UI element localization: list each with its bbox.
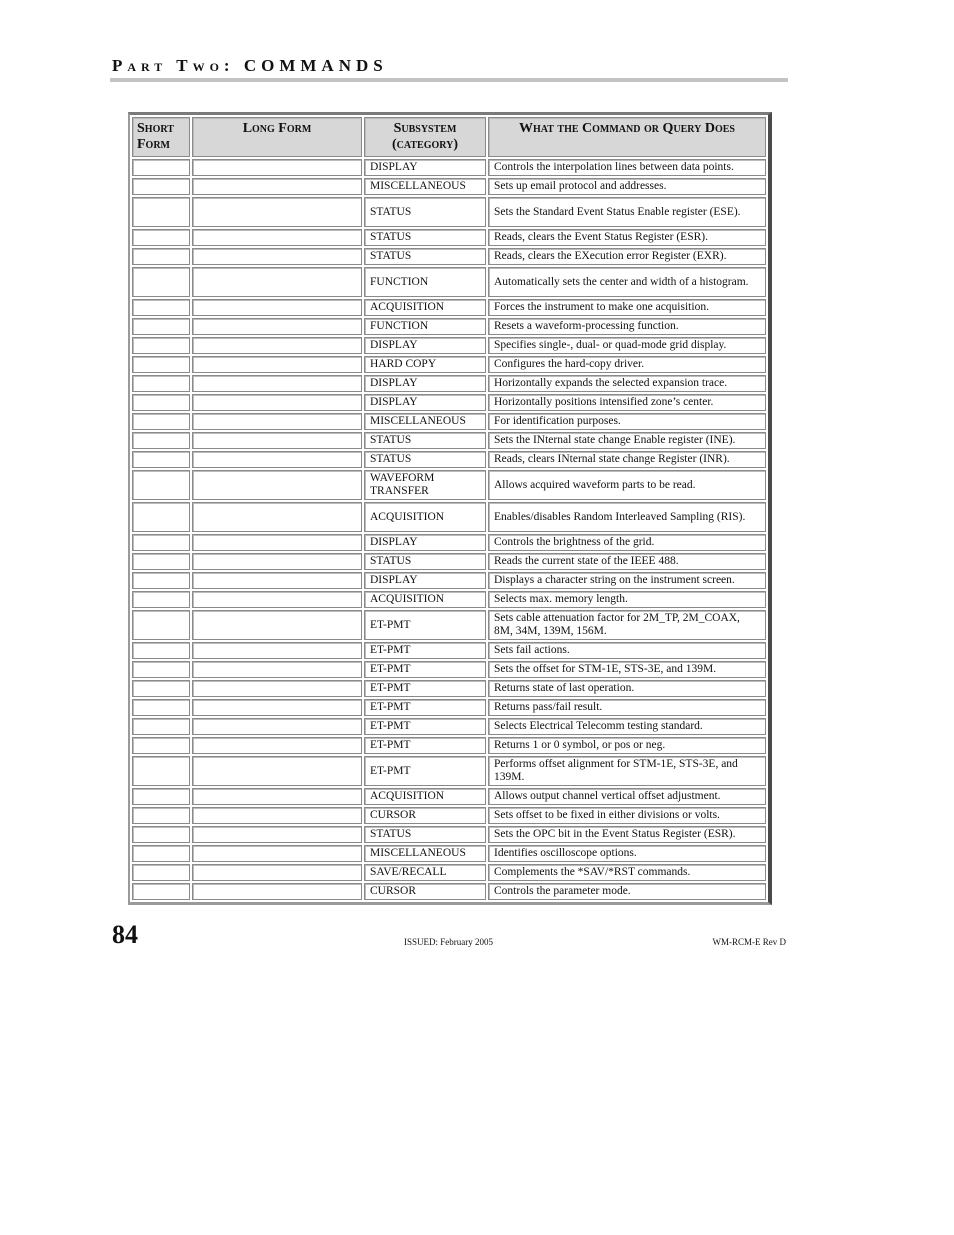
cell-long-form bbox=[192, 299, 362, 316]
table-row bbox=[132, 788, 766, 805]
cell-description: Specifies single-, dual- or quad-mode grid display. bbox=[488, 337, 766, 354]
table-row bbox=[132, 197, 766, 227]
cell-short-form bbox=[132, 413, 190, 430]
cell-description: Sets fail actions. bbox=[488, 642, 766, 659]
cell-subsystem: WAVEFORM TRANSFER bbox=[364, 470, 486, 500]
header-subsystem: Subsystem (category) bbox=[364, 117, 486, 157]
cell-subsystem: STATUS bbox=[364, 451, 486, 468]
table-row bbox=[132, 642, 766, 659]
cell-subsystem: ET-PMT bbox=[364, 756, 486, 786]
table-header-row bbox=[132, 117, 766, 157]
table-row bbox=[132, 267, 766, 297]
cell-subsystem: CURSOR bbox=[364, 883, 486, 900]
cell-subsystem: STATUS bbox=[364, 248, 486, 265]
cell-long-form bbox=[192, 470, 362, 500]
cell-short-form bbox=[132, 318, 190, 335]
cell-description: Complements the *SAV/*RST commands. bbox=[488, 864, 766, 881]
cell-description: Displays a character string on the instrument screen. bbox=[488, 572, 766, 589]
cell-long-form bbox=[192, 680, 362, 697]
cell-short-form bbox=[132, 591, 190, 608]
cell-description: Returns 1 or 0 symbol, or pos or neg. bbox=[488, 737, 766, 754]
cell-description: Horizontally positions intensified zone’s center. bbox=[488, 394, 766, 411]
cell-description: Enables/disables Random Interleaved Sampling (RIS). bbox=[488, 502, 766, 532]
cell-long-form bbox=[192, 159, 362, 176]
cell-short-form bbox=[132, 394, 190, 411]
cell-short-form bbox=[132, 883, 190, 900]
cell-short-form bbox=[132, 864, 190, 881]
cell-long-form bbox=[192, 610, 362, 640]
cell-description: Reads, clears the Event Status Register (ESR). bbox=[488, 229, 766, 246]
cell-short-form bbox=[132, 610, 190, 640]
cell-subsystem: MISCELLANEOUS bbox=[364, 845, 486, 862]
cell-subsystem: ET-PMT bbox=[364, 737, 486, 754]
cell-subsystem: ACQUISITION bbox=[364, 591, 486, 608]
cell-subsystem: HARD COPY bbox=[364, 356, 486, 373]
cell-subsystem: STATUS bbox=[364, 229, 486, 246]
cell-description: Allows acquired waveform parts to be read. bbox=[488, 470, 766, 500]
table-row bbox=[132, 375, 766, 392]
cell-long-form bbox=[192, 394, 362, 411]
table-row bbox=[132, 470, 766, 500]
cell-description: Controls the parameter mode. bbox=[488, 883, 766, 900]
cell-long-form bbox=[192, 591, 362, 608]
cell-long-form bbox=[192, 845, 362, 862]
cell-subsystem: ET-PMT bbox=[364, 699, 486, 716]
cell-long-form bbox=[192, 337, 362, 354]
cell-short-form bbox=[132, 572, 190, 589]
cell-short-form bbox=[132, 337, 190, 354]
cell-short-form bbox=[132, 718, 190, 735]
table-row bbox=[132, 394, 766, 411]
cell-short-form bbox=[132, 356, 190, 373]
cell-description: Performs offset alignment for STM-1E, STS-3E, and 139M. bbox=[488, 756, 766, 786]
table-row bbox=[132, 337, 766, 354]
cell-long-form bbox=[192, 197, 362, 227]
cell-short-form bbox=[132, 807, 190, 824]
table-body bbox=[132, 159, 766, 900]
table-row bbox=[132, 356, 766, 373]
cell-short-form bbox=[132, 451, 190, 468]
cell-subsystem: ET-PMT bbox=[364, 718, 486, 735]
cell-description: Returns pass/fail result. bbox=[488, 699, 766, 716]
table-row bbox=[132, 718, 766, 735]
cell-description: Resets a waveform-processing function. bbox=[488, 318, 766, 335]
header-long-form: Long Form bbox=[192, 117, 362, 157]
cell-description: Configures the hard-copy driver. bbox=[488, 356, 766, 373]
cell-short-form bbox=[132, 534, 190, 551]
table-row bbox=[132, 864, 766, 881]
cell-long-form bbox=[192, 502, 362, 532]
header-rule bbox=[110, 78, 788, 82]
cell-long-form bbox=[192, 864, 362, 881]
table-row bbox=[132, 680, 766, 697]
cell-description: Automatically sets the center and width of a histogram. bbox=[488, 267, 766, 297]
cell-short-form bbox=[132, 737, 190, 754]
cell-description: Sets offset to be fixed in either divisions or volts. bbox=[488, 807, 766, 824]
cell-subsystem: FUNCTION bbox=[364, 267, 486, 297]
cell-long-form bbox=[192, 756, 362, 786]
table-row bbox=[132, 534, 766, 551]
cell-description: Identifies oscilloscope options. bbox=[488, 845, 766, 862]
cell-subsystem: ET-PMT bbox=[364, 680, 486, 697]
table-row bbox=[132, 318, 766, 335]
cell-description: Reads the current state of the IEEE 488. bbox=[488, 553, 766, 570]
cell-short-form bbox=[132, 470, 190, 500]
cell-subsystem: ACQUISITION bbox=[364, 502, 486, 532]
cell-description: Allows output channel vertical offset adjustment. bbox=[488, 788, 766, 805]
cell-short-form bbox=[132, 159, 190, 176]
cell-subsystem: DISPLAY bbox=[364, 337, 486, 354]
table-row bbox=[132, 432, 766, 449]
table-row bbox=[132, 591, 766, 608]
cell-short-form bbox=[132, 788, 190, 805]
table-row bbox=[132, 451, 766, 468]
cell-description: Sets up email protocol and addresses. bbox=[488, 178, 766, 195]
table-row bbox=[132, 248, 766, 265]
header-short-form: Short Form bbox=[132, 117, 190, 157]
table-row bbox=[132, 737, 766, 754]
cell-long-form bbox=[192, 737, 362, 754]
table-row bbox=[132, 826, 766, 843]
table-row bbox=[132, 413, 766, 430]
document-id: WM-RCM-E Rev D bbox=[712, 937, 786, 947]
cell-short-form bbox=[132, 699, 190, 716]
cell-subsystem: SAVE/RECALL bbox=[364, 864, 486, 881]
cell-short-form bbox=[132, 756, 190, 786]
cell-short-form bbox=[132, 680, 190, 697]
cell-subsystem: MISCELLANEOUS bbox=[364, 413, 486, 430]
cell-description: Sets the OPC bit in the Event Status Register (ESR). bbox=[488, 826, 766, 843]
cell-short-form bbox=[132, 553, 190, 570]
cell-subsystem: CURSOR bbox=[364, 807, 486, 824]
cell-long-form bbox=[192, 375, 362, 392]
cell-long-form bbox=[192, 451, 362, 468]
cell-long-form bbox=[192, 642, 362, 659]
cell-long-form bbox=[192, 883, 362, 900]
cell-subsystem: DISPLAY bbox=[364, 534, 486, 551]
cell-long-form bbox=[192, 267, 362, 297]
cell-description: Controls the brightness of the grid. bbox=[488, 534, 766, 551]
table-row bbox=[132, 553, 766, 570]
issued-date: ISSUED: February 2005 bbox=[404, 937, 493, 947]
cell-subsystem: DISPLAY bbox=[364, 394, 486, 411]
cell-long-form bbox=[192, 413, 362, 430]
cell-long-form bbox=[192, 572, 362, 589]
cell-long-form bbox=[192, 248, 362, 265]
cell-description: Returns state of last operation. bbox=[488, 680, 766, 697]
cell-short-form bbox=[132, 178, 190, 195]
table-row bbox=[132, 807, 766, 824]
cell-long-form bbox=[192, 356, 362, 373]
cell-long-form bbox=[192, 229, 362, 246]
cell-description: Sets the offset for STM-1E, STS-3E, and 139M. bbox=[488, 661, 766, 678]
cell-subsystem: STATUS bbox=[364, 432, 486, 449]
cell-long-form bbox=[192, 318, 362, 335]
cell-description: Controls the interpolation lines between data points. bbox=[488, 159, 766, 176]
cell-long-form bbox=[192, 661, 362, 678]
cell-long-form bbox=[192, 718, 362, 735]
table-row bbox=[132, 572, 766, 589]
cell-subsystem: DISPLAY bbox=[364, 159, 486, 176]
cell-subsystem: STATUS bbox=[364, 553, 486, 570]
cell-subsystem: FUNCTION bbox=[364, 318, 486, 335]
cell-subsystem: ET-PMT bbox=[364, 610, 486, 640]
cell-long-form bbox=[192, 178, 362, 195]
cell-short-form bbox=[132, 197, 190, 227]
cell-short-form bbox=[132, 845, 190, 862]
cell-description: Reads, clears INternal state change Register (INR). bbox=[488, 451, 766, 468]
commands-table bbox=[128, 112, 772, 905]
cell-long-form bbox=[192, 432, 362, 449]
cell-subsystem: ET-PMT bbox=[364, 661, 486, 678]
cell-subsystem: DISPLAY bbox=[364, 375, 486, 392]
table-row bbox=[132, 845, 766, 862]
cell-long-form bbox=[192, 807, 362, 824]
cell-subsystem: ACQUISITION bbox=[364, 299, 486, 316]
cell-description: Sets the INternal state change Enable register (INE). bbox=[488, 432, 766, 449]
cell-subsystem: DISPLAY bbox=[364, 572, 486, 589]
cell-description: Sets cable attenuation factor for 2M_TP, 2M_COAX, 8M, 34M, 139M, 156M. bbox=[488, 610, 766, 640]
cell-short-form bbox=[132, 229, 190, 246]
page-header-title: Part Two: COMMANDS bbox=[112, 56, 388, 75]
cell-long-form bbox=[192, 826, 362, 843]
cell-description: Sets the Standard Event Status Enable register (ESE). bbox=[488, 197, 766, 227]
table-row bbox=[132, 610, 766, 640]
cell-long-form bbox=[192, 699, 362, 716]
cell-short-form bbox=[132, 299, 190, 316]
table-row bbox=[132, 699, 766, 716]
cell-subsystem: ACQUISITION bbox=[364, 788, 486, 805]
table-row bbox=[132, 299, 766, 316]
cell-description: Horizontally expands the selected expansion trace. bbox=[488, 375, 766, 392]
header-description: What the Command or Query Does bbox=[488, 117, 766, 157]
cell-subsystem: ET-PMT bbox=[364, 642, 486, 659]
cell-short-form bbox=[132, 502, 190, 532]
cell-long-form bbox=[192, 788, 362, 805]
page-number: 84 bbox=[112, 920, 138, 949]
table-row bbox=[132, 883, 766, 900]
cell-description: Forces the instrument to make one acquisition. bbox=[488, 299, 766, 316]
cell-short-form bbox=[132, 432, 190, 449]
cell-description: Reads, clears the EXecution error Register (EXR). bbox=[488, 248, 766, 265]
cell-description: Selects Electrical Telecomm testing standard. bbox=[488, 718, 766, 735]
table-row bbox=[132, 502, 766, 532]
cell-description: For identification purposes. bbox=[488, 413, 766, 430]
cell-description: Selects max. memory length. bbox=[488, 591, 766, 608]
cell-short-form bbox=[132, 661, 190, 678]
cell-long-form bbox=[192, 534, 362, 551]
table-row bbox=[132, 178, 766, 195]
table-row bbox=[132, 661, 766, 678]
cell-short-form bbox=[132, 267, 190, 297]
cell-long-form bbox=[192, 553, 362, 570]
table-row bbox=[132, 756, 766, 786]
cell-subsystem: MISCELLANEOUS bbox=[364, 178, 486, 195]
cell-subsystem: STATUS bbox=[364, 197, 486, 227]
table-row bbox=[132, 229, 766, 246]
cell-short-form bbox=[132, 248, 190, 265]
cell-subsystem: STATUS bbox=[364, 826, 486, 843]
cell-short-form bbox=[132, 642, 190, 659]
cell-short-form bbox=[132, 375, 190, 392]
table-row bbox=[132, 159, 766, 176]
cell-short-form bbox=[132, 826, 190, 843]
